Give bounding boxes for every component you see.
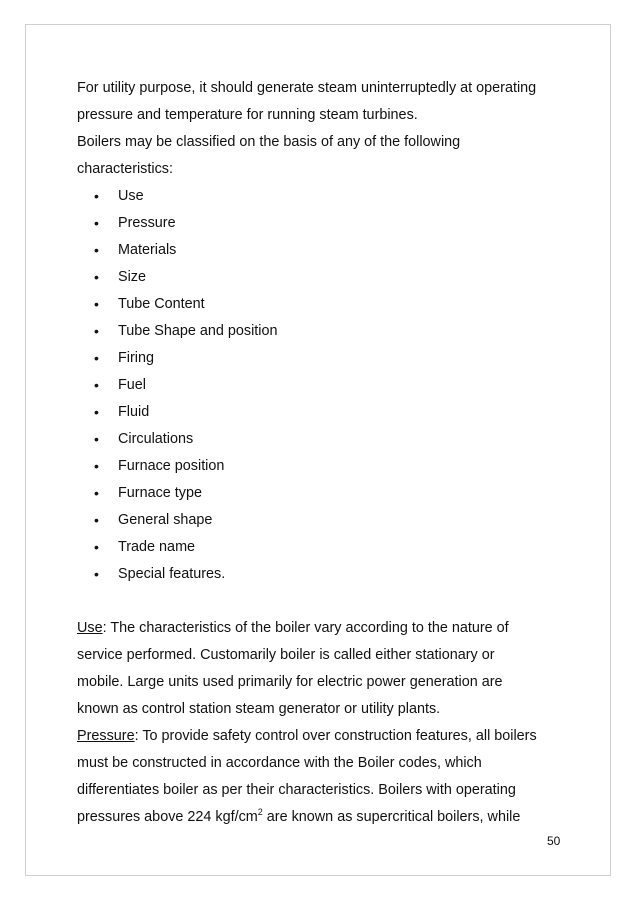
list-item: • Materials <box>77 237 577 264</box>
bullet-icon: • <box>94 458 99 474</box>
bullet-icon: • <box>94 512 99 528</box>
intro-line-1: For utility purpose, it should generate steam uninterruptedly at operating <box>77 80 537 96</box>
list-item: • General shape <box>77 507 577 534</box>
use-line-3: mobile. Large units used primarily for electric power generation are <box>77 674 503 690</box>
list-item: • Furnace type <box>77 480 577 507</box>
pressure-line-1: Pressure: To provide safety control over construction features, all boilers <box>77 728 537 744</box>
list-item: • Tube Shape and position <box>77 318 577 345</box>
list-item: • Fuel <box>77 372 577 399</box>
list-item: • Use <box>77 183 577 210</box>
pressure-line-3: differentiates boiler as per their characteristics. Boilers with operating <box>77 782 516 798</box>
page-number: 50 <box>547 834 561 848</box>
bullet-icon: • <box>94 242 99 258</box>
superscript-two: 2 <box>257 807 263 818</box>
use-heading: Use <box>77 620 103 636</box>
list-item: • Circulations <box>77 426 577 453</box>
list-item: • Furnace position <box>77 453 577 480</box>
pressure-line-4: pressures above 224 kgf/$cm^2$ are known as supercritical boilers, while <box>77 807 521 825</box>
intro-line-4: characteristics: <box>77 161 173 177</box>
use-line-4: known as control station steam generator or utility plants. <box>77 701 441 717</box>
use-line-1: Use: The characteristics of the boiler vary according to the nature of <box>77 620 509 636</box>
bullet-icon: • <box>94 188 99 204</box>
list-item: • Fluid <box>77 399 577 426</box>
bullet-icon: • <box>94 269 99 285</box>
bullet-icon: • <box>94 566 99 582</box>
list-item: • Pressure <box>77 210 577 237</box>
bullet-icon: • <box>94 431 99 447</box>
bullet-icon: • <box>94 377 99 393</box>
list-item: • Size <box>77 264 577 291</box>
intro-line-3: Boilers may be classified on the basis of any of the following <box>77 134 461 150</box>
bullet-icon: • <box>94 296 99 312</box>
bullet-icon: • <box>94 350 99 366</box>
pressure-line-2: must be constructed in accordance with the Boiler codes, which <box>77 755 482 771</box>
list-item: • Special features. <box>77 561 577 588</box>
bullet-icon: • <box>94 404 99 420</box>
list-item: • Trade name <box>77 534 577 561</box>
paragraph-gap <box>77 588 577 615</box>
page-content <box>77 75 577 831</box>
list-item: • Firing <box>77 345 577 372</box>
use-line-2: service performed. Customarily boiler is called either stationary or <box>77 647 495 663</box>
bullet-icon: • <box>94 215 99 231</box>
bullet-icon: • <box>94 323 99 339</box>
intro-line-2: pressure and temperature for running steam turbines. <box>77 107 418 123</box>
bullet-icon: • <box>94 539 99 555</box>
bullet-icon: • <box>94 485 99 501</box>
pressure-heading: Pressure <box>77 728 135 744</box>
characteristics-list <box>77 183 577 588</box>
list-item: • Tube Content <box>77 291 577 318</box>
